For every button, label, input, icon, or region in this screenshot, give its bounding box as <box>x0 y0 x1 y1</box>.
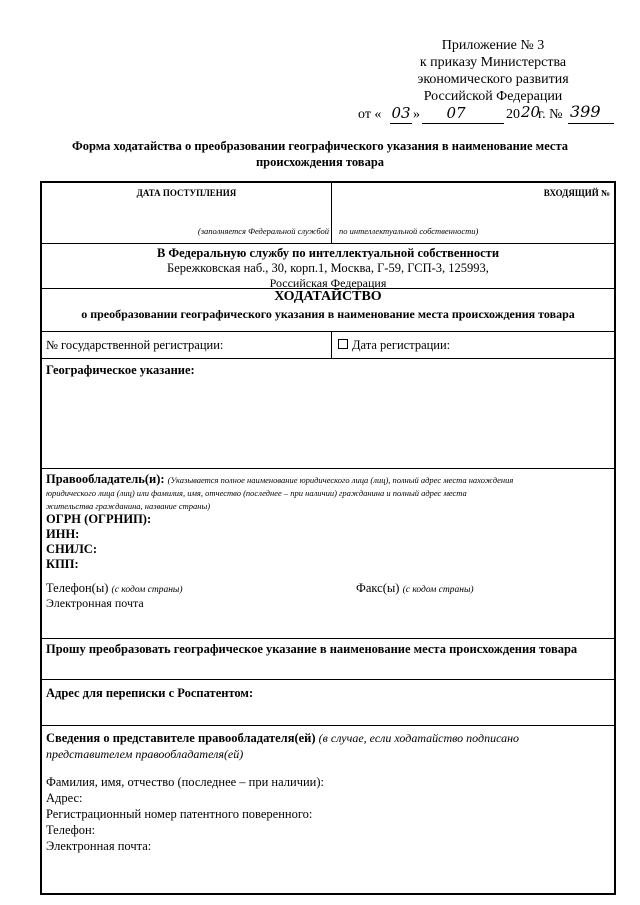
representative-address[interactable]: Адрес: <box>46 791 83 805</box>
order-line <box>358 104 618 126</box>
order-year-suffix: 20 <box>521 103 541 121</box>
order-number: 399 <box>570 102 601 121</box>
representative-note-2: представителем правообладателя(ей) <box>46 747 244 761</box>
holder-note-3: жительства гражданина, название страны) <box>46 501 211 511</box>
petition-subheading: о преобразовании географического указания в наименование места происхождения товара <box>81 307 575 321</box>
form-title-line-2: происхождения товара <box>255 155 385 169</box>
order-month-underline <box>422 123 504 124</box>
form-title-line-1: Форма ходатайства о преобразовании географического указания в наименование места <box>72 139 568 153</box>
request-text: Прошу преобразовать географическое указание в наименование места происхождения товара <box>46 642 578 656</box>
order-no-label: г. № <box>538 107 563 122</box>
registration-date-label[interactable] <box>338 338 450 353</box>
order-number-underline <box>568 123 614 124</box>
order-day-underline <box>390 123 412 124</box>
holder-ogrn[interactable]: ОГРН (ОГРНИП): <box>46 512 152 526</box>
holder-phone[interactable] <box>46 581 183 596</box>
registration-number-label[interactable]: № государственной регистрации: <box>46 338 224 352</box>
representative-phone[interactable]: Телефон: <box>46 823 96 837</box>
geo-indication-label[interactable]: Географическое указание: <box>46 363 195 377</box>
receipt-divider <box>331 183 332 243</box>
addressee-line-3: Российская Федерация <box>269 276 387 290</box>
registration-date-checkbox[interactable] <box>338 339 348 349</box>
addressee-line-2: Бережковская наб., 30, корп.1, Москва, Г-59, ГСП-3, 125993, <box>167 261 489 275</box>
order-mid: » <box>413 107 420 122</box>
representative-label: Сведения о представителе правообладателя(ей) <box>46 731 316 745</box>
addressee-line-1: В Федеральную службу по интеллектуальной собственности <box>156 246 500 260</box>
order-day: 03 <box>391 104 411 122</box>
divider <box>42 358 614 359</box>
divider <box>42 679 614 680</box>
appendix-line-4: Российской Федерации <box>423 89 563 104</box>
divider <box>42 468 614 469</box>
appendix-line-3: экономического развития <box>417 72 569 87</box>
holder-email[interactable]: Электронная почта <box>46 596 144 610</box>
appendix-line-2: к приказу Министерства <box>419 55 567 70</box>
holder-fax[interactable] <box>356 581 474 596</box>
receipt-note-right: по интеллектуальной собственности) <box>339 226 479 236</box>
divider <box>42 725 614 726</box>
order-month: 07 <box>446 104 466 122</box>
holder-fax-label: Факс(ы) <box>356 581 400 595</box>
order-year-prefix: 20 <box>506 107 520 122</box>
holder-inn[interactable]: ИНН: <box>46 527 80 541</box>
representative-heading <box>46 731 519 746</box>
representative-email[interactable]: Электронная почта: <box>46 839 152 853</box>
representative-fio[interactable]: Фамилия, имя, отчество (последнее – при наличии): <box>46 775 325 789</box>
appendix-line-1: Приложение № 3 <box>441 38 545 53</box>
divider <box>42 331 614 332</box>
incoming-number-label: ВХОДЯЩИЙ № <box>543 188 610 198</box>
divider <box>42 243 614 244</box>
petition-form <box>40 181 616 895</box>
divider <box>42 638 614 639</box>
holder-note-1: (Указывается полное наименование юридического лица (лиц), полный адрес места нахождения <box>167 475 514 485</box>
holder-phone-label: Телефон(ы) <box>46 581 109 595</box>
receipt-note-left: (заполняется Федеральной службой <box>197 226 329 236</box>
order-prefix: от « <box>358 107 382 122</box>
registration-divider <box>331 331 332 358</box>
date-received-label: ДАТА ПОСТУПЛЕНИЯ <box>136 188 237 198</box>
correspondence-label[interactable]: Адрес для переписки с Роспатентом: <box>46 686 254 700</box>
representative-note-1: (в случае, если ходатайство подписано <box>318 731 520 745</box>
registration-date-text: Дата регистрации: <box>352 338 451 352</box>
holder-phone-note: (с кодом страны) <box>111 585 183 595</box>
holder-kpp[interactable]: КПП: <box>46 557 79 571</box>
representative-reg-number[interactable]: Регистрационный номер патентного поверенного: <box>46 807 313 821</box>
holder-snils[interactable]: СНИЛС: <box>46 542 97 556</box>
holder-fax-note: (с кодом страны) <box>402 585 474 595</box>
holder-heading <box>46 472 513 487</box>
petition-heading: ХОДАТАЙСТВО <box>274 289 382 304</box>
holder-label: Правообладатель(и): <box>46 472 165 486</box>
holder-note-2: юридического лица (лиц) или фамилия, имя, отчество (последнее – при наличии) гражданина и полный адрес места <box>46 488 467 498</box>
